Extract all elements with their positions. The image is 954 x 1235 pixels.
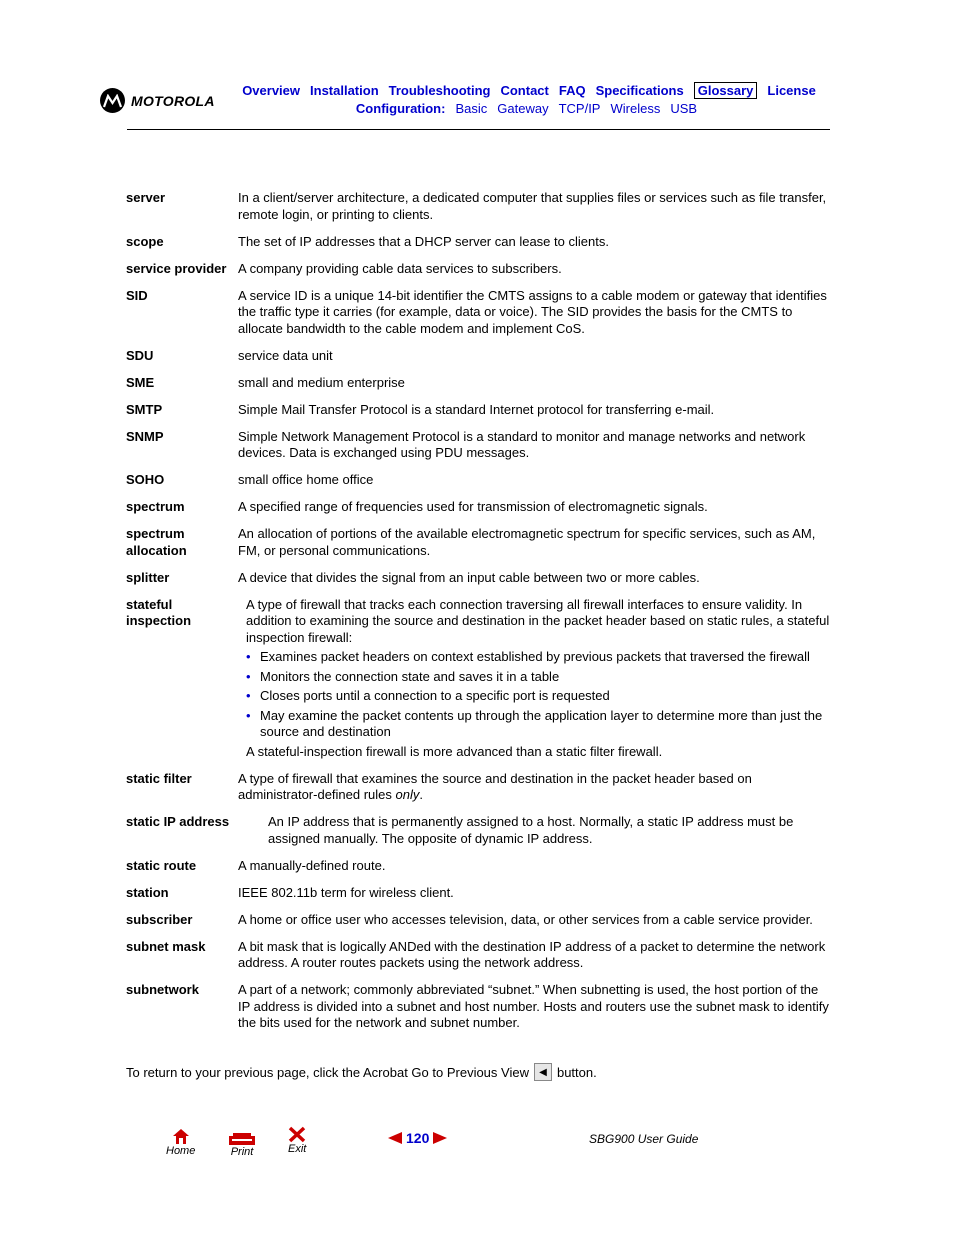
header-divider	[127, 129, 830, 130]
glossary-definition: IEEE 802.11b term for wireless client.	[238, 884, 454, 900]
motorola-logo	[100, 88, 215, 113]
glossary-entry	[126, 912, 832, 929]
glossary-entry	[126, 597, 832, 761]
glossary-entry	[126, 261, 832, 278]
return-text: To return to your previous page, click the Acrobat Go to Previous View	[126, 1064, 529, 1080]
glossary-term: spectrum allocation	[126, 526, 187, 558]
glossary-definition: A home or office user who accesses television, data, or other services from a cable service provider.	[238, 911, 813, 927]
glossary-definition: A part of a network; commonly abbreviated “subnet.” When subnetting is used, the host portion of the IP address is divided into a subnet and host number. Hosts and routers use the subnet mask to identify the bits used for the network and subnet number.	[238, 982, 829, 1030]
glossary-entry	[126, 570, 832, 587]
glossary-term: spectrum	[126, 499, 185, 514]
glossary-entry	[126, 885, 832, 902]
glossary-definition: A specified range of frequencies used for transmission of electromagnetic signals.	[238, 499, 708, 514]
glossary-definition: An allocation of portions of the available electromagnetic spectrum for specific services, such as AM, FM, or personal communications.	[238, 526, 816, 558]
glossary-term: SMTP	[126, 401, 163, 417]
glossary-definition: A device that divides the signal from an input cable between two or more cables.	[238, 569, 700, 585]
glossary-term: SOHO	[126, 472, 165, 487]
nav-faq[interactable]: FAQ	[558, 82, 586, 98]
definition-intro: A type of firewall that tracks each connection traversing all firewall interfaces to ensure validity. In addition to examining the source and destination in the packet header based on static rules, a stateful inspection firewall:	[246, 596, 830, 645]
return-instructions	[126, 1063, 597, 1081]
glossary-definition: Simple Mail Transfer Protocol is a standard Internet protocol for transferring e-mail.	[238, 401, 715, 417]
definition-text: A type of firewall that examines the source and destination in the packet header based on administrator-defined rules	[238, 770, 752, 802]
brand-name: MOTOROLA	[131, 92, 215, 109]
exit-label: Exit	[288, 1143, 307, 1155]
glossary-definition: A service ID is a unique 14-bit identifier the CMTS assigns to a cable modem or gateway that identifies the traffic type it carries (for example, data or voice). The SID provides the basis for the CMTS to allocate bandwidth to the cable modem and implement CoS.	[238, 287, 827, 336]
glossary-definition	[246, 597, 832, 761]
list-item: • Monitors the connection state and saves it in a table	[246, 669, 832, 686]
glossary-entry	[126, 472, 832, 489]
glossary-entry	[126, 234, 832, 251]
home-icon	[172, 1128, 190, 1145]
glossary-term: static IP address	[126, 814, 230, 829]
glossary-entry	[126, 499, 832, 516]
configuration-label: Configuration:	[355, 100, 446, 116]
definition-outro: A stateful-inspection firewall is more advanced than a static filter firewall.	[246, 743, 663, 759]
printer-icon	[228, 1133, 256, 1146]
glossary-entry	[126, 402, 832, 419]
previous-view-icon[interactable]: ◀	[534, 1063, 552, 1081]
glossary-term: subnet mask	[126, 938, 206, 954]
nav-gateway[interactable]: Gateway	[497, 100, 549, 116]
page-number: 120	[406, 1130, 430, 1146]
nav-troubleshooting[interactable]: Troubleshooting	[388, 82, 491, 98]
glossary-term: subnetwork	[126, 982, 199, 997]
glossary-term: SDU	[126, 347, 154, 363]
nav-specifications[interactable]: Specifications	[595, 82, 684, 98]
guide-title: SBG900 User Guide	[589, 1132, 699, 1146]
glossary-term: subscriber	[126, 911, 193, 927]
glossary-term: SID	[126, 287, 148, 303]
glossary-entry	[126, 814, 832, 847]
definition-end: .	[419, 787, 424, 802]
glossary-entry	[126, 288, 832, 338]
glossary-term: SNMP	[126, 428, 164, 444]
glossary-definition: An IP address that is permanently assigned to a host. Normally, a static IP address must be assigned manually. The opposite of dynamic IP address.	[268, 814, 794, 846]
glossary-definition: A manually-defined route.	[238, 857, 386, 873]
nav-license[interactable]: License	[767, 82, 816, 98]
glossary-definition: small office home office	[238, 472, 374, 487]
glossary-entry	[126, 348, 832, 365]
nav-contact[interactable]: Contact	[500, 82, 549, 98]
print-button[interactable]	[228, 1133, 256, 1158]
glossary-entry	[126, 429, 832, 462]
glossary-term: static filter	[126, 770, 192, 786]
return-text-end: button.	[556, 1064, 597, 1080]
glossary-entry	[126, 939, 832, 972]
glossary-term: SME	[126, 374, 155, 390]
home-button[interactable]	[166, 1128, 195, 1157]
glossary-term: splitter	[126, 569, 170, 585]
glossary-entry	[126, 858, 832, 875]
pagination	[388, 1130, 447, 1146]
nav-glossary[interactable]: Glossary	[694, 82, 758, 99]
motorola-emblem-icon	[100, 88, 125, 113]
list-item: • May examine the packet contents up through the application layer to determine more than just the source and destination	[246, 708, 832, 741]
glossary-term: server	[126, 190, 166, 205]
glossary-definition: small and medium enterprise	[238, 374, 405, 390]
glossary-definition: The set of IP addresses that a DHCP server can lease to clients.	[238, 233, 609, 249]
list-item: • Examines packet headers on context established by previous packets that traversed the firewall	[246, 649, 832, 666]
bullet-list	[246, 649, 832, 741]
top-navigation	[234, 81, 824, 117]
next-page-icon[interactable]	[433, 1132, 447, 1144]
nav-overview[interactable]: Overview	[242, 82, 301, 98]
glossary-list	[126, 190, 832, 1042]
glossary-definition: In a client/server architecture, a dedicated computer that supplies files or services such as file transfer, remote login, or printing to clients.	[238, 190, 827, 222]
glossary-entry	[126, 771, 832, 804]
list-item: • Closes ports until a connection to a specific port is requested	[246, 688, 832, 705]
print-label: Print	[230, 1146, 254, 1158]
previous-page-icon[interactable]	[388, 1132, 402, 1144]
glossary-definition: Simple Network Management Protocol is a standard to monitor and manage networks and network devices. Data is exchanged using PDU messages.	[238, 428, 806, 460]
nav-wireless[interactable]: Wireless	[610, 100, 661, 116]
nav-usb[interactable]: USB	[670, 100, 698, 116]
nav-installation[interactable]: Installation	[310, 82, 379, 98]
home-label: Home	[166, 1145, 196, 1157]
glossary-term: static route	[126, 857, 197, 873]
glossary-entry	[126, 982, 832, 1032]
exit-button[interactable]	[288, 1126, 306, 1155]
exit-icon	[288, 1126, 306, 1143]
glossary-term: service provider	[126, 260, 227, 276]
nav-tcpip[interactable]: TCP/IP	[558, 100, 601, 116]
glossary-entry	[126, 190, 832, 223]
glossary-definition: A company providing cable data services to subscribers.	[238, 260, 562, 276]
glossary-entry	[126, 375, 832, 392]
glossary-entry	[126, 526, 832, 559]
glossary-definition: A bit mask that is logically ANDed with the destination IP address of a packet to determine the network address. A router routes packets using the network address.	[238, 938, 826, 970]
nav-basic[interactable]: Basic	[455, 100, 488, 116]
glossary-term: stateful inspection	[126, 596, 192, 628]
glossary-term: station	[126, 884, 169, 900]
glossary-definition	[238, 771, 832, 804]
glossary-definition: service data unit	[238, 347, 333, 363]
glossary-term: scope	[126, 233, 164, 249]
emphasis-text: only	[395, 787, 420, 802]
